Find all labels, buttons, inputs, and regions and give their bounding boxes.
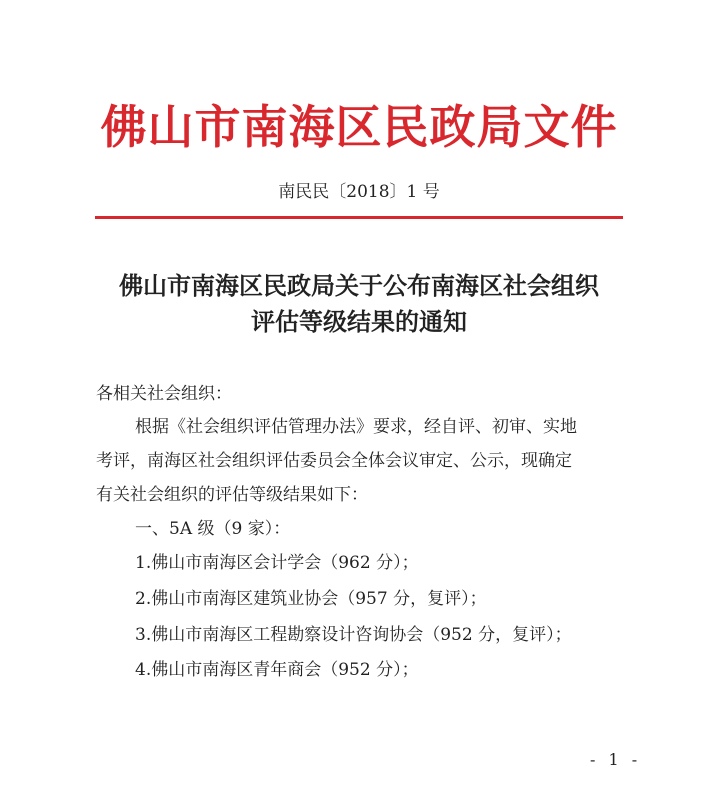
page-number: - 1 -: [590, 750, 642, 769]
paragraph-line-3: 有关社会组织的评估等级结果如下：: [96, 485, 368, 505]
paragraph-line-1: 根据《社会组织评估管理办法》要求，经自评、初审、实地: [135, 417, 577, 437]
red-divider-line: [95, 216, 623, 219]
list-item: 3.佛山市南海区工程勘察设计咨询协会（952 分，复评）；: [135, 625, 572, 645]
notice-title: [0, 268, 718, 340]
document-number: 南民民〔2018〕1 号: [278, 182, 440, 202]
notice-title-line-1: 佛山市南海区民政局关于公布南海区社会组织: [119, 272, 599, 300]
list-item: 4.佛山市南海区青年商会（952 分）；: [135, 660, 419, 680]
paragraph-line-2: 考评，南海区社会组织评估委员会全体会议审定、公示，现确定: [96, 451, 572, 471]
agency-document-header: 佛山市南海区民政局文件: [100, 100, 618, 154]
list-item: 1.佛山市南海区会计学会（962 分）；: [135, 553, 419, 573]
salutation: 各相关社会组织：: [96, 384, 232, 404]
section-heading-5a: 一、5A 级（9 家）：: [135, 519, 291, 539]
list-item: 2.佛山市南海区建筑业协会（957 分，复评）；: [135, 589, 487, 609]
notice-title-line-2: 评估等级结果的通知: [251, 308, 467, 336]
